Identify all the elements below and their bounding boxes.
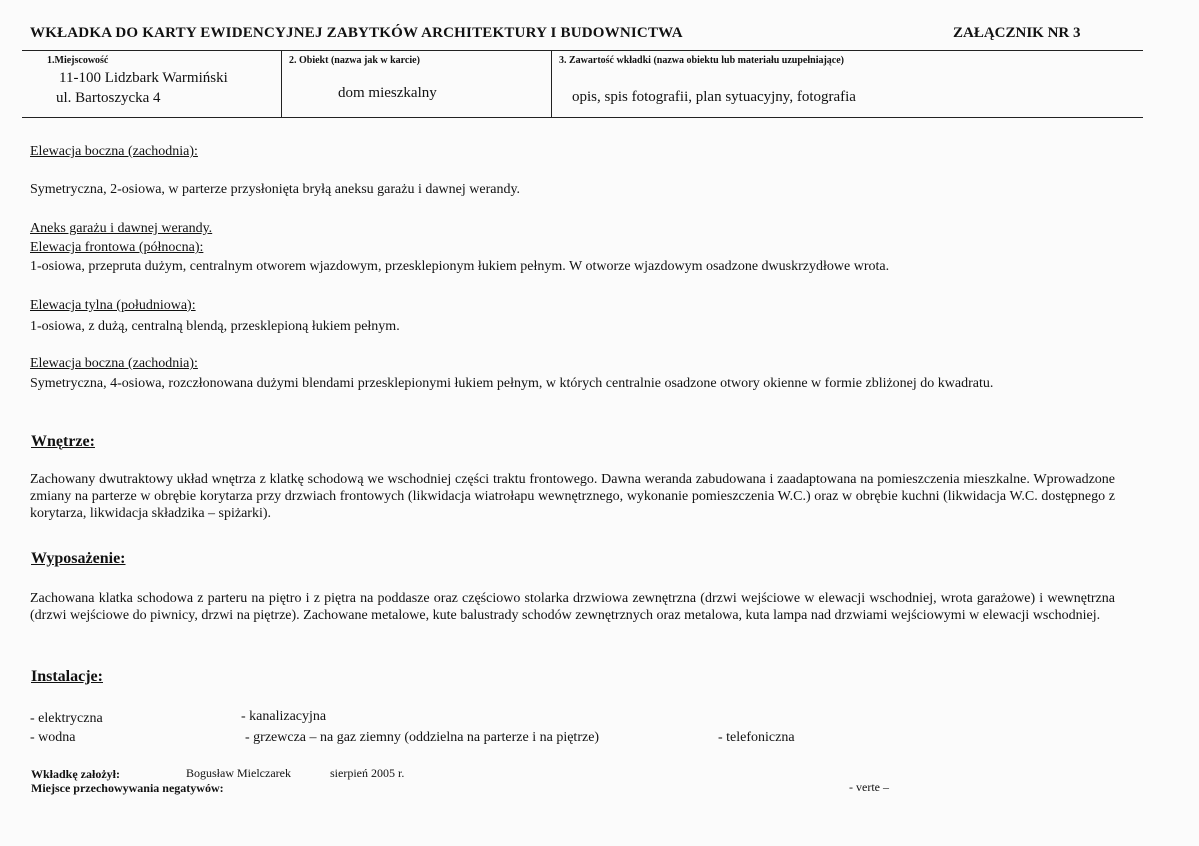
contents-value: opis, spis fotografii, plan sytuacyjny, fotografia [572, 89, 856, 105]
contents-label: 3. Zawartość wkładki (nazwa obiektu lub materiału uzupełniające) [559, 55, 845, 66]
interior-text: Zachowany dwutraktowy układ wnętrza z klatkę schodową we wschodniej części traktu frontowego. Dawna weranda zabudowana i zaadaptowana na pomieszczenia mieszkalne. Wprowadzone zmiany na parterze w obrębie korytarza przy drzwiach frontowych (likwidacja wiatrołapu wewnętrznego, wykonanie pomieszczenia W.C.) oraz w obrębie kuchni (likwidacja W.C. dostępnego z korytarza, likwidacja składzika – spiżarki). [30, 472, 1115, 521]
installation-electric: - elektryczna [30, 711, 103, 726]
equipment-text: Zachowana klatka schodowa z parteru na piętro i z piętra na poddasze oraz częściowo stolarka drzwiowa zewnętrzna (drzwi wejściowe w elewacji wschodniej, wrota garażowe) i wewnętrzna (drzwi wejściowe do piwnicy, drzwi na piętrze). Zachowane metalowe, kute balustrady schodów zewnętrznych oraz metalowa, kuta lampa nad drzwiami wejściowymi w elewacji wschodniej. [30, 591, 1115, 623]
header-rule-top [22, 50, 1143, 51]
insert-date: sierpień 2005 r. [330, 766, 405, 780]
front-elevation-heading: Elewacja frontowa (północna): [30, 240, 204, 255]
table-divider-2 [551, 50, 552, 118]
verte-note: - verte – [849, 780, 889, 794]
side-elevation-heading-2: Elewacja boczna (zachodnia): [30, 356, 198, 371]
annex-heading: Aneks garażu i dawnej werandy. [30, 221, 213, 236]
locality-value: 11-100 Lidzbark Warmiński [59, 70, 228, 86]
rear-elevation-text: 1-osiowa, z dużą, centralną blendą, przesklepioną łukiem pełnym. [30, 319, 400, 334]
negatives-location-label: Miejsce przechowywania negatywów: [31, 781, 224, 795]
rear-elevation-heading: Elewacja tylna (południowa): [30, 298, 196, 313]
installation-sewage: - kanalizacyjna [241, 709, 327, 724]
installation-phone: - telefoniczna [718, 730, 795, 745]
author-name: Bogusław Mielczarek [186, 766, 291, 780]
header-rule-bottom [22, 117, 1143, 118]
address-value: ul. Bartoszycka 4 [56, 90, 161, 106]
equipment-heading: Wyposażenie: [31, 550, 126, 567]
front-elevation-text: 1-osiowa, przepruta dużym, centralnym otworem wjazdowym, przesklepionym łukiem pełnym. W otworze wjazdowym osadzone dwuskrzydłowe wrota. [30, 259, 890, 274]
object-label: 2. Obiekt (nazwa jak w karcie) [289, 55, 420, 66]
table-divider-1 [281, 50, 282, 118]
installations-heading: Instalacje: [31, 668, 103, 685]
side-elevation-text-2: Symetryczna, 4-osiowa, rozczłonowana dużymi blendami przesklepionymi łukiem pełnym, w których centralnie osadzone otwory okienne w formie zbliżonej do kwadratu. [30, 376, 994, 391]
interior-heading: Wnętrze: [31, 433, 95, 450]
object-value: dom mieszkalny [338, 85, 437, 101]
side-elevation-heading-1: Elewacja boczna (zachodnia): [30, 144, 198, 159]
installation-water: - wodna [30, 730, 76, 745]
installation-heating: - grzewcza – na gaz ziemny (oddzielna na parterze i na piętrze) [245, 730, 600, 745]
locality-label: 1.Miejscowość [47, 55, 109, 66]
annex-number: ZAŁĄCZNIK NR 3 [953, 25, 1081, 41]
document-title: WKŁADKA DO KARTY EWIDENCYJNEJ ZABYTKÓW ARCHITEKTURY I BUDOWNICTWA [30, 25, 683, 41]
author-label: Wkładkę założył: [31, 767, 120, 781]
side-elevation-text-1: Symetryczna, 2-osiowa, w parterze przysłonięta bryłą aneksu garażu i dawnej werandy. [30, 182, 521, 197]
